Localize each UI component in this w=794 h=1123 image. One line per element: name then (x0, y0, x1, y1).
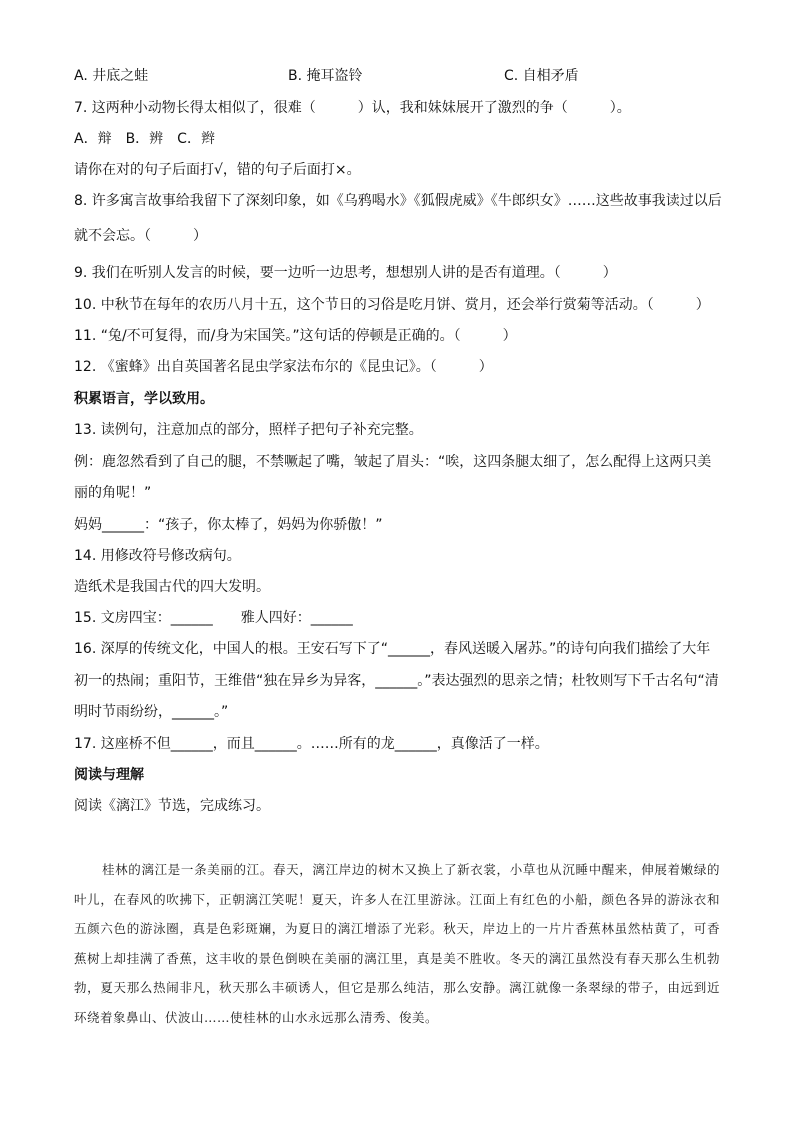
q6-option-c: C. 自相矛盾 (504, 68, 579, 84)
section-accumulate-heading: 积累语言，学以致用。 (74, 391, 214, 407)
q6-option-b: B. 掩耳盗铃 (288, 68, 363, 84)
q6-options (74, 65, 734, 85)
q15: 15. 文房四宝：______ 雅人四好：______ (74, 610, 353, 626)
q14-stem: 14. 用修改符号修改病句。 (74, 548, 241, 564)
q12: 12. 《蜜蜂》出自英国著名昆虫学家法布尔的《昆虫记》。（ ） (74, 359, 493, 375)
section-reading-heading: 阅读与理解 (74, 767, 144, 783)
q16-line2: 初一的热闹；重阳节，王维借“独在异乡为异客，______。”表达强烈的思亲之情；杜牧则写下千古名句“清 (74, 673, 719, 689)
q13-example-line1: 例：鹿忽然看到了自己的腿，不禁噘起了嘴，皱起了眉头：“唉，这四条腿太细了，怎么配得上这两只美 (74, 454, 712, 470)
q13-stem: 13. 读例句，注意加点的部分，照样子把句子补充完整。 (74, 422, 423, 438)
reading-instructions: 阅读《漓江》节选，完成练习。 (74, 798, 270, 814)
q16-line1: 16. 深厚的传统文化，中国人的根。王安石写下了“______，春风送暖入屠苏。”的诗句向我们描绘了大年 (74, 641, 711, 657)
q9: 9. 我们在听别人发言的时候，要一边听一边思考，想想别人讲的是否有道理。（ ） (74, 265, 617, 281)
q16-line3: 明时节雨纷纷，______。” (74, 704, 229, 720)
q13-answer-line: 妈妈______：“孩子，你太棒了，妈妈为你骄傲！” (74, 517, 383, 533)
q8-line1: 8. 许多寓言故事给我留下了深刻印象，如《乌鸦喝水》《狐假虎威》《牛郎织女》……这些故事我读过以后 (74, 193, 722, 209)
q7-stem: 7. 这两种小动物长得太相似了，很难（ ）认，我和妹妹展开了激烈的争（ ）。 (74, 100, 631, 116)
q11: 11. “兔/不可复得，而/身为宋国笑。”这句话的停顿是正确的。（ ） (74, 328, 517, 344)
judge-instructions: 请你在对的句子后面打√，错的句子后面打×。 (74, 162, 361, 178)
q14-sentence: 造纸术是我国古代的四大发明。 (74, 579, 270, 595)
q13-example-line2: 丽的角呢！” (74, 485, 152, 501)
reading-passage: 桂林的漓江是一条美丽的江。春天，漓江岸边的树木又换上了新衣裳，小草也从沉睡中醒来，伸展着嫩绿的叶儿，在春风的吹拂下，正朝漓江笑呢！夏天，许多人在江里游泳。江面上有红色的小船，颜色各异的游泳衣和五颜六色的游泳圈，真是色彩斑斓，为夏日的漓江增添了光彩。秋天，岸边上的一片片香蕉林虽然枯黄了，可香蕉树上却挂满了香蕉，这丰收的景色倒映在美丽的漓江里，真是美不胜收。冬天的漓江虽然没有春天那么生机勃勃，夏天那么热闹非凡，秋天那么丰硕诱人，但它是那么纯洁，那么安静。漓江就像一条翠绿的带子，由远到近环绕着象鼻山、伏波山……使桂林的山水永远那么清秀、俊美。 (74, 862, 720, 1025)
q7-options: A．辩 B．辨 C．辫 (74, 131, 215, 147)
q10: 10. 中秋节在每年的农历八月十五，这个节日的习俗是吃月饼、赏月，还会举行赏菊等活动。（ ） (74, 297, 710, 313)
q6-option-a: A. 井底之蛙 (74, 68, 149, 84)
q8-line2: 就不会忘。（ ） (74, 228, 207, 244)
q17: 17. 这座桥不但______，而且______。……所有的龙______，真像活了一样。 (74, 736, 549, 752)
